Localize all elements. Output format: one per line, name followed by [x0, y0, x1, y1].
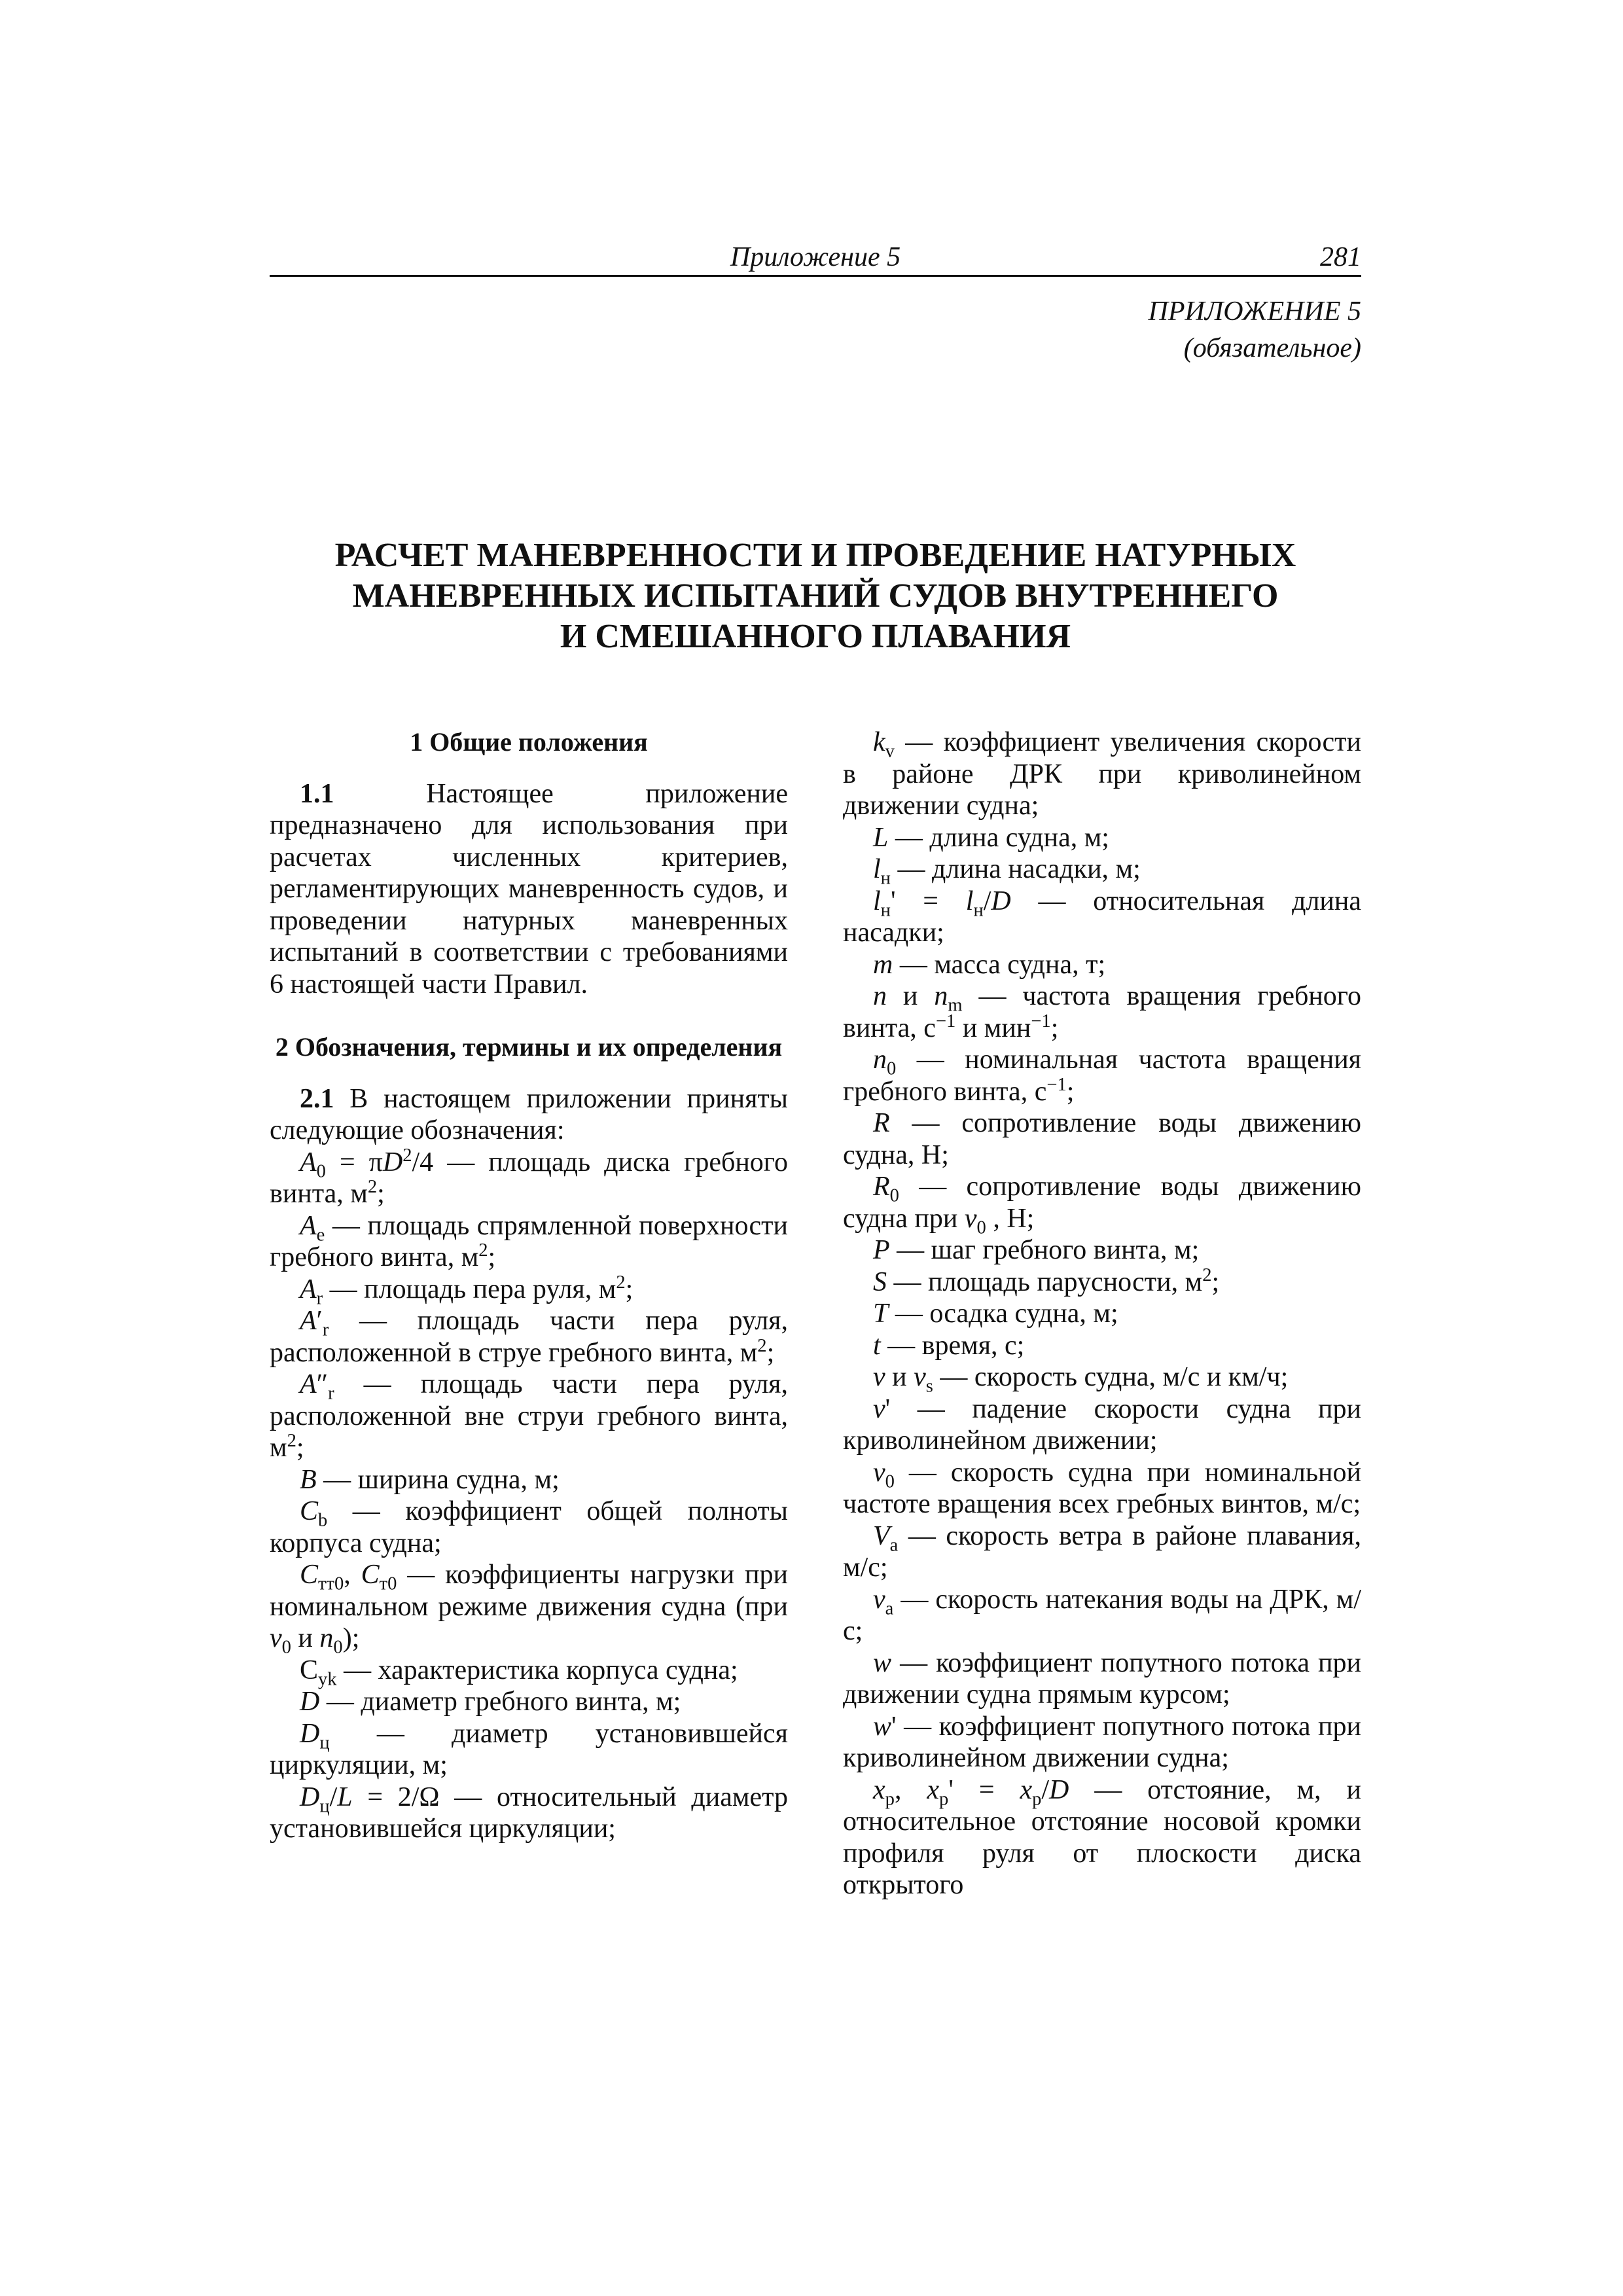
right-column — [843, 726, 1361, 1901]
definition-va-inflow: $v_a$ — скорость натекания воды на ДРК, м/с; — [843, 1584, 1361, 1646]
definition-ae: $A_e$ — площадь спрямленной поверхности гребного винта, $м^2$; — [270, 1210, 788, 1272]
appendix-status: (обязательное) — [1183, 333, 1361, 363]
definition-v0: $v_0$ — скорость судна при номинальной частоте вращения всех гребных винтов, м/с; — [843, 1457, 1361, 1519]
definition-ct: $C_{тт0}$, $C_{т0}$ — коэффициенты нагрузки при номинальном режиме движения судна (при $v_0$ и $n_0$); — [270, 1560, 789, 1658]
definition-v: v и $v_s$ — скорость судна, м/с и км/ч; — [873, 1362, 1289, 1397]
title-line-2: МАНЕВРЕННЫХ ИСПЫТАНИЙ СУДОВ ВНУТРЕННЕГО — [352, 577, 1279, 615]
definition-l: L — длина судна, м; — [873, 822, 1109, 853]
definition-dc: $D_ц$ — диаметр установившейся циркуляции, м; — [270, 1718, 788, 1780]
section-1-heading: 1 Общие положения — [410, 727, 648, 757]
running-title: Приложение 5 — [730, 242, 901, 272]
definition-ar-prime: $A'_r$ — площадь части пера руля, расположенной в струе гребного винта, $м^2$; — [270, 1306, 788, 1368]
definition-ln-relative: $l_н' = l_н/D$ — относительная длина насадки; — [843, 886, 1361, 948]
definition-r: R — сопротивление воды движению судна, Н; — [843, 1108, 1361, 1170]
definition-ar-double-prime: $A''_r$ — площадь части пера руля, расположенной вне струи гребного винта, $м^2$; — [270, 1369, 788, 1463]
definition-w-prime: w' — коэффициент попутного потока при криволинейном движении судна; — [843, 1711, 1361, 1773]
paragraph-2-1: 2.1 В настоящем приложении приняты следующие обозначения: — [270, 1083, 788, 1145]
definition-r0: $R_0$ — сопротивление воды движению судна при $v_0$ , Н; — [843, 1172, 1361, 1238]
definition-t-time: t — время, с; — [873, 1330, 1025, 1361]
document-title — [270, 535, 1361, 657]
definition-w: w — коэффициент попутного потока при движении судна прямым курсом; — [843, 1647, 1361, 1710]
definition-n0: $n_0$ — номинальная частота вращения гребного винта, $с^{-1}$; — [843, 1045, 1361, 1107]
appendix-number: ПРИЛОЖЕНИЕ 5 — [1148, 296, 1361, 327]
definition-v-prime: v' — падение скорости судна при криволинейном движении; — [843, 1393, 1361, 1456]
section-2-heading: 2 Обозначения, термины и их определения — [275, 1032, 783, 1062]
definition-kv: $k_v$ — коэффициент увеличения скорости в районе ДРК при криволинейном движении судна; — [843, 727, 1361, 821]
title-line-3: И СМЕШАННОГО ПЛАВАНИЯ — [560, 618, 1071, 655]
definition-ar: $A_r$ — площадь пера руля, $м^2$; — [300, 1272, 633, 1308]
left-column — [270, 726, 788, 1845]
definition-s: S — площадь парусности, $м^2$; — [873, 1265, 1220, 1297]
definition-p: P — шаг гребного винта, м; — [873, 1235, 1200, 1265]
definition-a0: $A_0 = \pi D^2/4$ — площадь диска гребного винта, $м^2$; — [270, 1145, 788, 1209]
definition-ln: $l_н$ — длина насадки, м; — [873, 854, 1141, 889]
appendix-label — [1149, 293, 1361, 367]
clause-number: 1.1 — [300, 778, 334, 809]
page-number: 281 — [1320, 242, 1361, 272]
definition-b: B — ширина судна, м; — [300, 1464, 560, 1495]
definition-d: D — диаметр гребного винта, м; — [300, 1687, 681, 1717]
definition-cyk: $C_{yk}$ — характеристика корпуса судна; — [300, 1655, 738, 1689]
page-header — [270, 240, 1361, 277]
definition-t-draft: T — осадка судна, м; — [873, 1299, 1118, 1329]
definition-xp: $x_p$, $x_p' = x_p/D$ — отстояние, м, и относительное отстояние носовой кромки профиля руля от плоскости диска открытого — [843, 1774, 1362, 1900]
definition-dc-relative: $D_ц/L = 2/\Omega$ — относительный диаметр установившейся циркуляции; — [270, 1782, 788, 1844]
title-line-1: РАСЧЕТ МАНЕВРЕННОСТИ И ПРОВЕДЕНИЕ НАТУРНЫХ — [334, 537, 1296, 574]
clause-number: 2.1 — [300, 1083, 334, 1114]
paragraph-1-1: 1.1 Настоящее приложение предназначено для использования при расчетах численных критериев, регламентирующих маневренность судов, и проведении натурных маневренных испытаний в соответствии с требованиями 6 настоящей части Правил. — [270, 778, 788, 999]
definition-va-wind: $V_a$ — скорость ветра в районе плавания, м/с; — [843, 1520, 1361, 1583]
definition-n: n и $n_m$ — частота вращения гребного винта, $с^{-1}$ и мин$^{-1}$; — [843, 981, 1361, 1043]
definition-cb: $C_b$ — коэффициент общей полноты корпуса судна; — [270, 1496, 788, 1558]
definition-m: m — масса судна, т; — [873, 949, 1106, 980]
